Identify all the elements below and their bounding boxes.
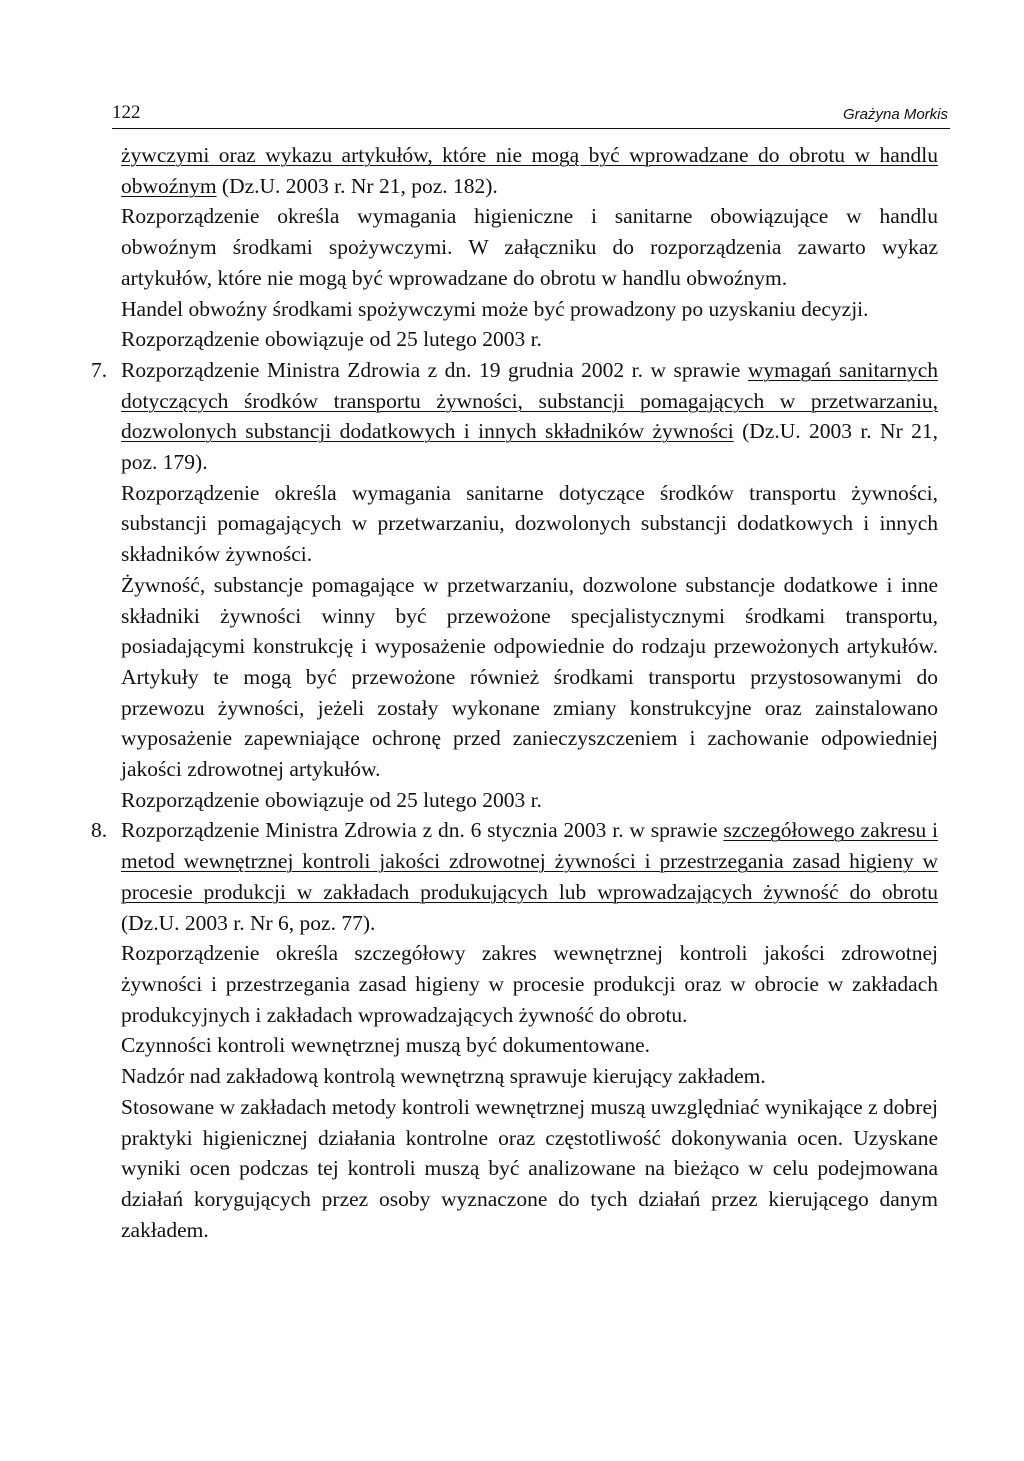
list-item-8 — [91, 815, 938, 1245]
paragraph: Rozporządzenie określa szczegółowy zakres wewnętrznej kontroli jakości zdrowotnej żywności i przestrzegania zasad higieny w procesie produkcji oraz w obrocie w zakładach produkcyjnych i zakładach wprowadzających żywność do obrotu. — [121, 941, 938, 1027]
regulation-title: wymagań sanitarnych dotyczących środków transportu żywności, substancji pomagających w przetwarzaniu, dozwolonych substancji dodatkowych i innych składników żywności — [121, 357, 938, 444]
document-body — [91, 140, 938, 1245]
paragraph-continued-citation — [121, 140, 938, 201]
regulation-citation — [121, 815, 938, 938]
paragraph: Handel obwoźny środkami spożywczymi może być prowadzony po uzyskaniu decyzji. — [121, 296, 869, 321]
regulation-intro: Rozporządzenie Ministra Zdrowia z dn. 6 stycznia 2003 r. w sprawie — [121, 818, 724, 843]
regulation-citation — [121, 355, 938, 478]
paragraph: Rozporządzenie obowiązuje od 25 lutego 2003 r. — [121, 787, 542, 812]
regulation-reference: (Dz.U. 2003 r. Nr 21, poz. 182). — [216, 173, 498, 198]
paragraph: Rozporządzenie określa wymagania sanitarne dotyczące środków transportu żywności, substancji pomagających w przetwarzaniu, dozwolonych substancji dodatkowych i innych składników żywności. — [121, 480, 938, 567]
regulation-title: szczegółowego zakresu i metod wewnętrznej kontroli jakości zdrowotnej żywności i przestrzegania zasad higieny w procesie produkcji w zakładach produkujących lub wprowadzających żywność do obrotu — [121, 818, 938, 904]
paragraph: Rozporządzenie obowiązuje od 25 lutego 2003 r. — [121, 327, 542, 352]
paragraph: Nadzór nad zakładową kontrolą wewnętrzną sprawuje kierujący zakładem. — [121, 1064, 766, 1089]
regulation-reference: (Dz.U. 2003 r. Nr 6, poz. 77). — [121, 910, 376, 935]
page-number: 122 — [112, 102, 141, 123]
page-header — [112, 98, 950, 129]
paragraph: Rozporządzenie określa wymagania higieniczne i sanitarne obowiązujące w handlu obwoźnym środkami spożywczymi. W załączniku do rozporządzenia zawarto wykaz artykułów, które nie mogą być wprowadzane do obrotu w handlu obwoźnym. — [121, 204, 938, 290]
list-item-number: 8. — [91, 818, 108, 843]
regulation-reference: (Dz.U. 2003 r. Nr 21, poz. 179). — [121, 419, 938, 475]
regulation-title: żywczymi oraz wykazu artykułów, które nie mogą być wprowadzane do obrotu w handlu obwoźnym — [121, 143, 938, 198]
paragraph: Stosowane w zakładach metody kontroli wewnętrznej muszą uwzględniać wynikające z dobrej praktyki higienicznej działania kontrolne oraz częstotliwość dokonywania ocen. Uzyskane wyniki ocen podczas tej kontroli muszą być analizowane na bieżąco w celu podejmowana działań korygujących przez osoby wyznaczone do tych działań przez kierującego danym zakładem. — [121, 1094, 938, 1242]
list-item-7 — [91, 355, 938, 816]
list-item-number: 7. — [91, 357, 108, 382]
paragraph: Czynności kontroli wewnętrznej muszą być dokumentowane. — [121, 1033, 650, 1058]
paragraph: Żywność, substancje pomagające w przetwarzaniu, dozwolone substancje dodatkowe i inne składniki żywności winny być przewożone specjalistycznymi środkami transportu, posiadającymi konstrukcję i wyposażenie odpowiednie do rodzaju przewożonych artykułów. Artykuły te mogą być przewożone również środkami transportu przystosowanymi do przewozu żywności, jeżeli zostały wykonane zmiany konstrukcyjne oraz zainstalowano wyposażenie zapewniające ochronę przed zanieczyszczeniem i zachowanie odpowiedniej jakości zdrowotnej artykułów. — [121, 572, 938, 782]
running-header-author: Grażyna Morkis — [842, 106, 948, 123]
regulation-intro: Rozporządzenie Ministra Zdrowia z dn. 19 grudnia 2002 r. w sprawie — [121, 357, 748, 382]
